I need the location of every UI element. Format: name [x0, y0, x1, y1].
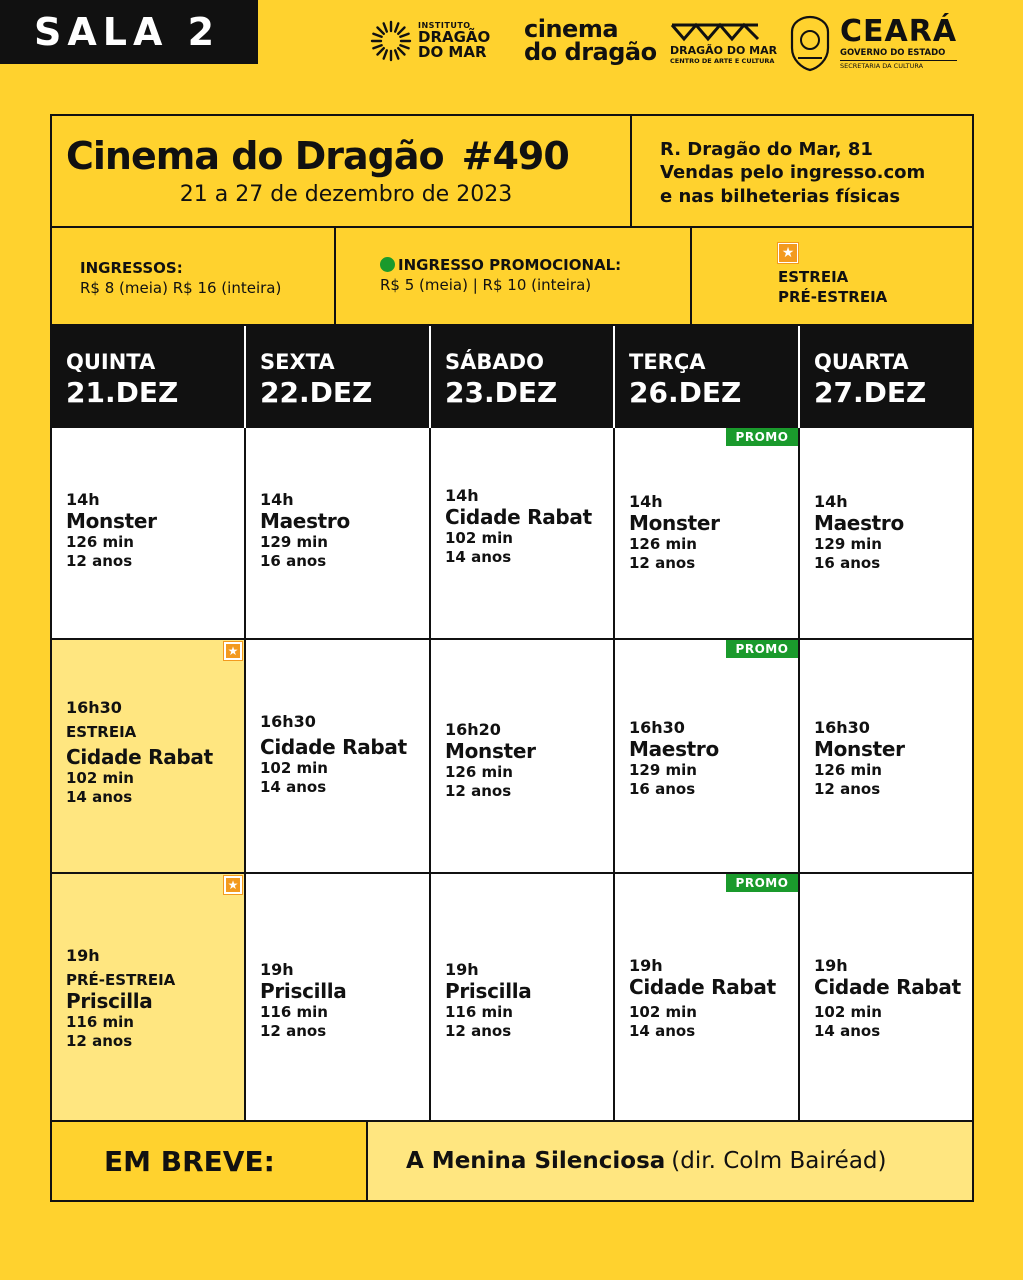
title-text: Cinema do Dragão — [66, 134, 444, 178]
promo-label: INGRESSO PROMOCIONAL: — [398, 256, 622, 274]
dm-logo-line2: CENTRO DE ARTE E CULTURA — [670, 57, 775, 65]
promo-prices — [336, 228, 692, 324]
session-time: 19h — [814, 956, 848, 975]
idm-line1: DRAGÃO — [418, 28, 491, 46]
idm-line2: DO MAR — [418, 43, 487, 61]
session-time: 14h — [66, 490, 100, 509]
session-time: 19h — [66, 946, 100, 965]
address: R. Dragão do Mar, 81 — [660, 139, 873, 160]
ceara-logo-sub2: SECRETARIA DA CULTURA — [840, 60, 957, 70]
session-row — [52, 638, 972, 872]
coming-film-director: (dir. Colm Bairéad) — [671, 1148, 887, 1174]
ceara-logo-sub1: GOVERNO DO ESTADO — [840, 47, 946, 58]
dm-logo-line1: DRAGÃO DO MAR — [670, 44, 778, 57]
film-title: Monster — [445, 739, 536, 763]
film-duration: 129 min — [629, 761, 697, 779]
age-rating: 16 anos — [814, 553, 881, 572]
session-cell — [431, 640, 615, 872]
cinema-logo-line1: cinema — [524, 15, 619, 43]
film-title: Priscilla — [260, 979, 347, 1003]
age-rating: 12 anos — [260, 1021, 327, 1040]
instituto-dragao-do-mar-logo — [370, 20, 490, 62]
sales-site: ingresso.com — [789, 162, 926, 184]
session-cell — [246, 640, 431, 872]
session-row — [52, 428, 972, 638]
film-duration: 129 min — [260, 533, 328, 551]
session-time: 16h30 — [260, 712, 316, 731]
session-cell — [246, 428, 431, 638]
session-time: 19h — [629, 956, 663, 975]
session-time: 14h — [260, 490, 294, 509]
tickets-label: INGRESSOS: — [80, 259, 183, 277]
page-title — [66, 134, 630, 178]
film-title: Monster — [814, 737, 905, 761]
ticket-prices — [52, 228, 336, 324]
age-rating: 14 anos — [66, 787, 133, 806]
legend-line2: PRÉ-ESTREIA — [778, 288, 888, 307]
session-row — [52, 872, 972, 1120]
film-duration: 116 min — [66, 1013, 134, 1031]
film-title: Priscilla — [445, 979, 532, 1003]
session-time: 16h20 — [445, 720, 501, 739]
ceara-government-logo — [788, 14, 957, 72]
info-row — [52, 228, 972, 326]
age-rating: 14 anos — [814, 1021, 881, 1040]
film-title: Maestro — [814, 511, 904, 535]
promo-value: R$ 5 (meia) | R$ 10 (inteira) — [380, 275, 592, 294]
film-title: Cidade Rabat — [629, 975, 776, 999]
edition-number: #490 — [461, 134, 569, 178]
session-cell — [52, 874, 246, 1120]
star-icon: ★ — [224, 876, 242, 894]
weekday: SEXTA — [260, 350, 335, 374]
session-time: 19h — [445, 960, 479, 979]
coming-soon-row — [52, 1120, 972, 1200]
session-time: 16h30 — [814, 718, 870, 737]
cinema-logo-line2: do dragão — [524, 37, 657, 66]
legend-line1: ESTREIA — [778, 268, 849, 286]
day-date: 23.DEZ — [445, 376, 558, 409]
dragao-mark-icon — [670, 22, 760, 42]
film-duration: 102 min — [260, 759, 328, 777]
day-date: 22.DEZ — [260, 376, 373, 409]
session-time: 14h — [814, 492, 848, 511]
age-rating: 14 anos — [629, 1021, 696, 1040]
days-header — [52, 326, 972, 428]
film-title: Cidade Rabat — [260, 735, 407, 759]
age-rating: 12 anos — [66, 1031, 133, 1050]
age-rating: 12 anos — [445, 781, 512, 800]
promo-dot-icon — [380, 257, 395, 272]
film-duration: 129 min — [814, 535, 882, 553]
venue-info — [632, 116, 972, 226]
coming-film-title: A Menina Silenciosa — [406, 1148, 666, 1174]
day-header — [246, 326, 431, 428]
film-duration: 126 min — [814, 761, 882, 779]
title-block — [52, 116, 632, 226]
film-duration: 126 min — [66, 533, 134, 551]
age-rating: 12 anos — [629, 553, 696, 572]
header-row — [52, 116, 972, 228]
premiere-tag: PRÉ-ESTREIA — [66, 971, 176, 989]
film-title: Monster — [629, 511, 720, 535]
day-date: 21.DEZ — [66, 376, 179, 409]
ceara-logo-title: CEARÁ — [840, 13, 958, 49]
session-cell — [246, 874, 431, 1120]
weekday: QUINTA — [66, 350, 156, 374]
film-title: Priscilla — [66, 989, 153, 1013]
age-rating: 14 anos — [260, 777, 327, 796]
star-icon: ★ — [778, 243, 798, 263]
film-duration: 102 min — [629, 1003, 697, 1021]
date-range: 21 a 27 de dezembro de 2023 — [179, 182, 513, 207]
session-cell — [52, 640, 246, 872]
day-date: 27.DEZ — [814, 376, 927, 409]
session-time: 14h — [445, 486, 479, 505]
film-title: Monster — [66, 509, 157, 533]
film-duration: 102 min — [814, 1003, 882, 1021]
session-cell — [800, 640, 972, 872]
session-cell — [615, 428, 800, 638]
session-cell — [800, 874, 972, 1120]
session-cell — [800, 428, 972, 638]
session-cell — [431, 874, 615, 1120]
film-duration: 116 min — [260, 1003, 328, 1021]
sales-info — [660, 161, 972, 184]
weekday: TERÇA — [629, 350, 706, 374]
tickets-value: R$ 8 (meia) R$ 16 (inteira) — [80, 279, 282, 298]
premiere-legend — [692, 228, 972, 324]
session-time: 16h30 — [66, 698, 122, 717]
sun-icon — [370, 20, 412, 62]
age-rating: 12 anos — [814, 779, 881, 798]
coming-soon-label: EM BREVE: — [52, 1122, 368, 1200]
idm-small-text: INSTITUTO — [418, 21, 471, 30]
session-time: 16h30 — [629, 718, 685, 737]
age-rating: 16 anos — [629, 779, 696, 798]
day-date: 26.DEZ — [629, 376, 742, 409]
day-header — [800, 326, 972, 428]
film-title: Maestro — [260, 509, 350, 533]
session-time: 19h — [260, 960, 294, 979]
age-rating: 12 anos — [445, 1021, 512, 1040]
session-cell — [615, 874, 800, 1120]
film-title: Cidade Rabat — [66, 745, 213, 769]
session-cell — [52, 428, 246, 638]
dragao-do-mar-logo — [670, 22, 777, 65]
film-duration: 126 min — [445, 763, 513, 781]
session-cell — [431, 428, 615, 638]
age-rating: 16 anos — [260, 551, 327, 570]
age-rating: 14 anos — [445, 547, 512, 566]
premiere-tag: ESTREIA — [66, 723, 137, 741]
coat-of-arms-icon — [788, 14, 832, 72]
film-duration: 102 min — [445, 529, 513, 547]
film-title: Maestro — [629, 737, 719, 761]
logo-bar — [368, 14, 988, 78]
promo-badge: PROMO — [726, 428, 798, 446]
session-time: 14h — [629, 492, 663, 511]
coming-soon-film — [368, 1122, 972, 1200]
sales-suffix: e nas bilheterias físicas — [660, 185, 901, 207]
film-title: Cidade Rabat — [445, 505, 592, 529]
day-header — [431, 326, 615, 428]
promo-badge: PROMO — [726, 874, 798, 892]
film-duration: 116 min — [445, 1003, 513, 1021]
cinema-do-dragao-logo — [524, 15, 657, 66]
day-header — [52, 326, 246, 428]
film-duration: 126 min — [629, 535, 697, 553]
day-header — [615, 326, 800, 428]
schedule-frame — [50, 114, 974, 1202]
promo-badge: PROMO — [726, 640, 798, 658]
room-label: SALA 2 — [0, 0, 258, 64]
age-rating: 12 anos — [66, 551, 133, 570]
sales-prefix: Vendas pelo — [660, 162, 790, 184]
weekday: QUARTA — [814, 350, 909, 374]
session-cell — [615, 640, 800, 872]
weekday: SÁBADO — [445, 350, 544, 374]
star-icon: ★ — [224, 642, 242, 660]
film-duration: 102 min — [66, 769, 134, 787]
film-title: Cidade Rabat — [814, 975, 961, 999]
